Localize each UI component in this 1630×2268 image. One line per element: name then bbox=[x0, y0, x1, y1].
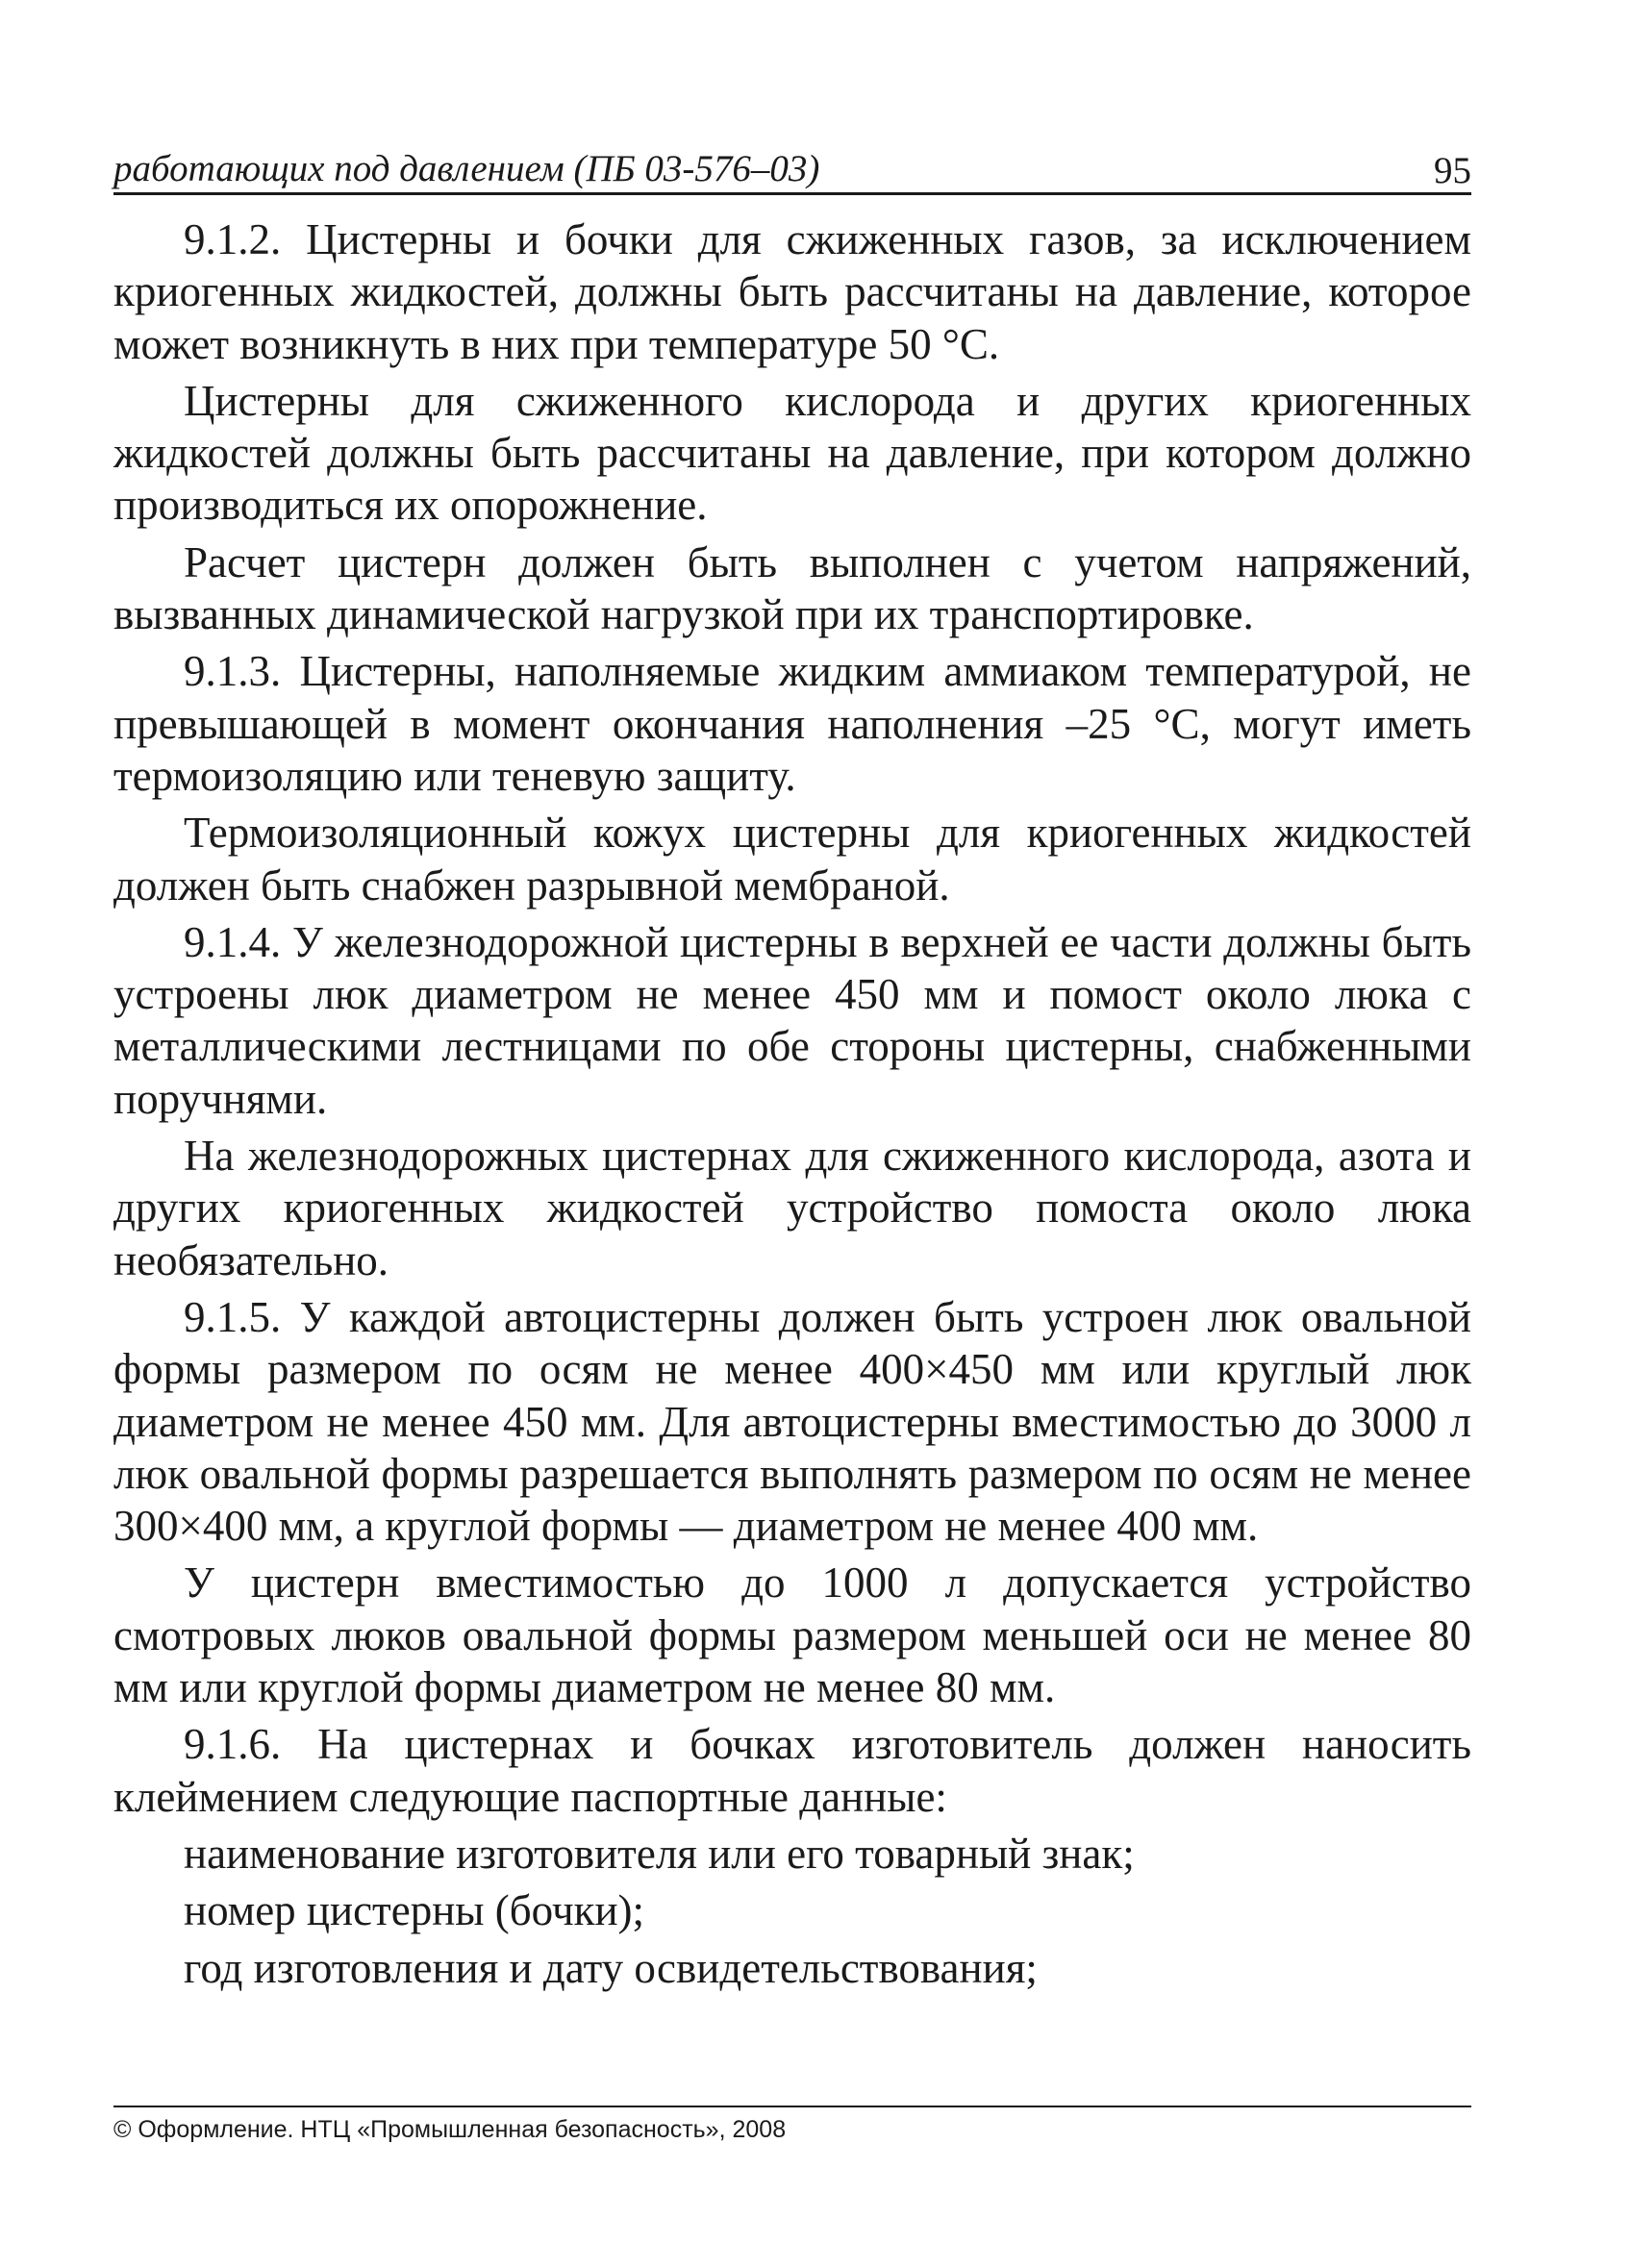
page-header bbox=[113, 144, 1471, 195]
running-title: работающих под давлением (ПБ 03-576–03) bbox=[113, 148, 820, 189]
paragraph-calculation: Расчет цистерн должен быть выполнен с учетом напряжений, вызванных динамической нагрузкой при их транспортировке. bbox=[113, 537, 1471, 639]
paragraph-9-1-5: 9.1.5. У каждой автоцистерны должен быть устроен люк овальной формы размером по осям не менее 400×450 мм или круглый люк диаметром не менее 450 мм. Для автоцистерны вместимостью до 3000 л люк овальной формы разрешается выполнять размером по осям не менее 300×400 мм, а круглой формы — диаметром не менее 400 мм. bbox=[113, 1292, 1471, 1551]
paragraph-insulation-casing: Термоизоляционный кожух цистерны для криогенных жидкостей должен быть снабжен разрывной мембраной. bbox=[113, 809, 1471, 910]
paragraph-9-1-3: 9.1.3. Цистерны, наполняемые жидким аммиаком температурой, не превышающей в момент окончания наполнения –25 °С, могут иметь термоизоляцию или теневую защиту. bbox=[113, 647, 1471, 800]
footer-copyright: © Оформление. НТЦ «Промышленная безопасность», 2008 bbox=[113, 2116, 787, 2143]
paragraph-9-1-6: 9.1.6. На цистернах и бочках изготовитель должен наносить клеймением следующие паспортные данные: bbox=[113, 1720, 1471, 1821]
footer-divider bbox=[113, 2106, 1471, 2107]
paragraph-railway-platform: На железнодорожных цистернах для сжиженного кислорода, азота и других криогенных жидкостей устройство помоста около люка необязательно. bbox=[113, 1132, 1471, 1284]
list-item: год изготовления и дату освидетельствования; bbox=[184, 1943, 1038, 1992]
paragraph-oxygen-tanks: Цистерны для сжиженного кислорода и других криогенных жидкостей должны быть рассчитаны на давление, при котором должно производиться их опорожнение. bbox=[113, 376, 1471, 530]
paragraph-9-1-4: 9.1.4. У железнодорожной цистерны в верхней ее части должны быть устроены люк диаметром не менее 450 мм и помост около люка с металлическими лестницами по обе стороны цистерны, снабженными поручнями. bbox=[113, 917, 1471, 1123]
list-item: номер цистерны (бочки); bbox=[184, 1886, 645, 1935]
paragraph-small-tanks: У цистерн вместимостью до 1000 л допускается устройство смотровых люков овальной формы размером меньшей оси не менее 80 мм или круглой формы диаметром не менее 80 мм. bbox=[113, 1558, 1471, 1712]
page-number: 95 bbox=[1434, 150, 1471, 191]
body-text bbox=[113, 213, 1471, 1999]
paragraph-9-1-2: 9.1.2. Цистерны и бочки для сжиженных газов, за исключением криогенных жидкостей, должны быть рассчитаны на давление, которое может возникнуть в них при температуре 50 °С. bbox=[113, 215, 1471, 368]
list-item: наименование изготовителя или его товарный знак; bbox=[184, 1829, 1135, 1878]
